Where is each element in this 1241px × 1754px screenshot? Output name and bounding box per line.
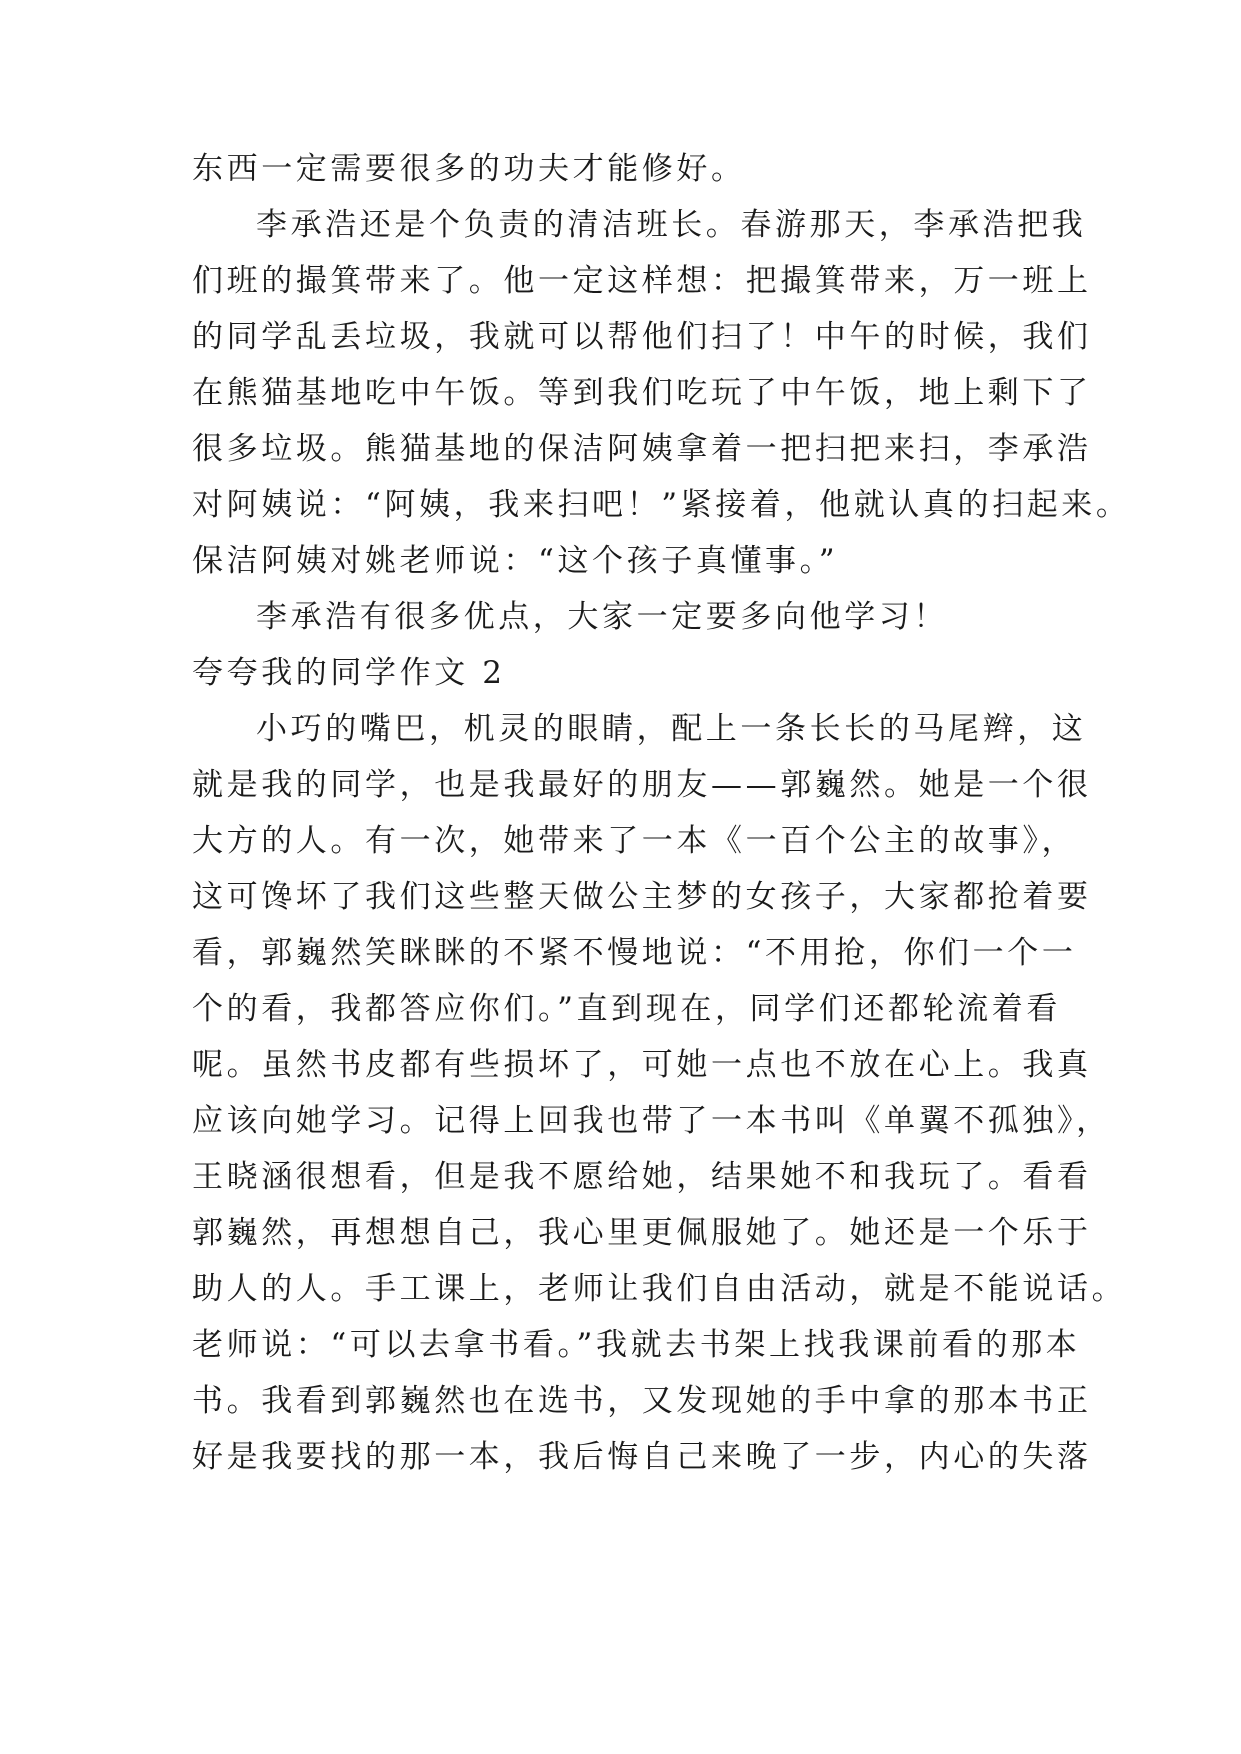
text-line: 个的看，我都答应你们。”直到现在，同学们还都轮流着看	[192, 991, 1061, 1027]
text-line: 的同学乱丢垃圾，我就可以帮他们扫了！中午的时候，我们	[192, 319, 1092, 355]
text-line: 很多垃圾。熊猫基地的保洁阿姨拿着一把扫把来扫，李承浩	[192, 431, 1092, 467]
section-title: 夸夸我的同学作文 2	[192, 655, 506, 691]
text-line: 李承浩还是个负责的清洁班长。春游那天，李承浩把我	[256, 207, 1087, 243]
text-line: 看，郭巍然笑眯眯的不紧不慢地说：“不用抢，你们一个一	[192, 935, 1077, 971]
text-line: 好是我要找的那一本，我后悔自己来晚了一步，内心的失落	[192, 1439, 1092, 1475]
text-line: 小巧的嘴巴，机灵的眼睛，配上一条长长的马尾辫，这	[256, 711, 1087, 747]
text-line: 书。我看到郭巍然也在选书，又发现她的手中拿的那本书正	[192, 1383, 1092, 1419]
text-line: 们班的撮箕带来了。他一定这样想：把撮箕带来，万一班上	[192, 263, 1092, 299]
text-line: 应该向她学习。记得上回我也带了一本书叫《单翼不孤独》，	[192, 1103, 1111, 1139]
text-line: 在熊猫基地吃中午饭。等到我们吃玩了中午饭，地上剩下了	[192, 375, 1092, 411]
text-line: 对阿姨说：“阿姨，我来扫吧！”紧接着，他就认真的扫起来。	[192, 487, 1131, 523]
text-line: 助人的人。手工课上，老师让我们自由活动，就是不能说话。	[192, 1271, 1127, 1307]
text-line: 这可馋坏了我们这些整天做公主梦的女孩子，大家都抢着要	[192, 879, 1092, 915]
text-line: 大方的人。有一次，她带来了一本《一百个公主的故事》，	[192, 823, 1077, 859]
text-line: 王晓涵很想看，但是我不愿给她，结果她不和我玩了。看看	[192, 1159, 1092, 1195]
text-line: 就是我的同学，也是我最好的朋友——郭巍然。她是一个很	[192, 767, 1092, 803]
text-line: 呢。虽然书皮都有些损坏了，可她一点也不放在心上。我真	[192, 1047, 1092, 1083]
text-line: 李承浩有很多优点，大家一定要多向他学习！	[256, 599, 948, 635]
text-line: 郭巍然，再想想自己，我心里更佩服她了。她还是一个乐于	[192, 1215, 1092, 1251]
text-line: 东西一定需要很多的功夫才能修好。	[192, 151, 746, 187]
text-line: 老师说：“可以去拿书看。”我就去书架上找我课前看的那本	[192, 1327, 1081, 1363]
text-line: 保洁阿姨对姚老师说：“这个孩子真懂事。”	[192, 543, 839, 579]
